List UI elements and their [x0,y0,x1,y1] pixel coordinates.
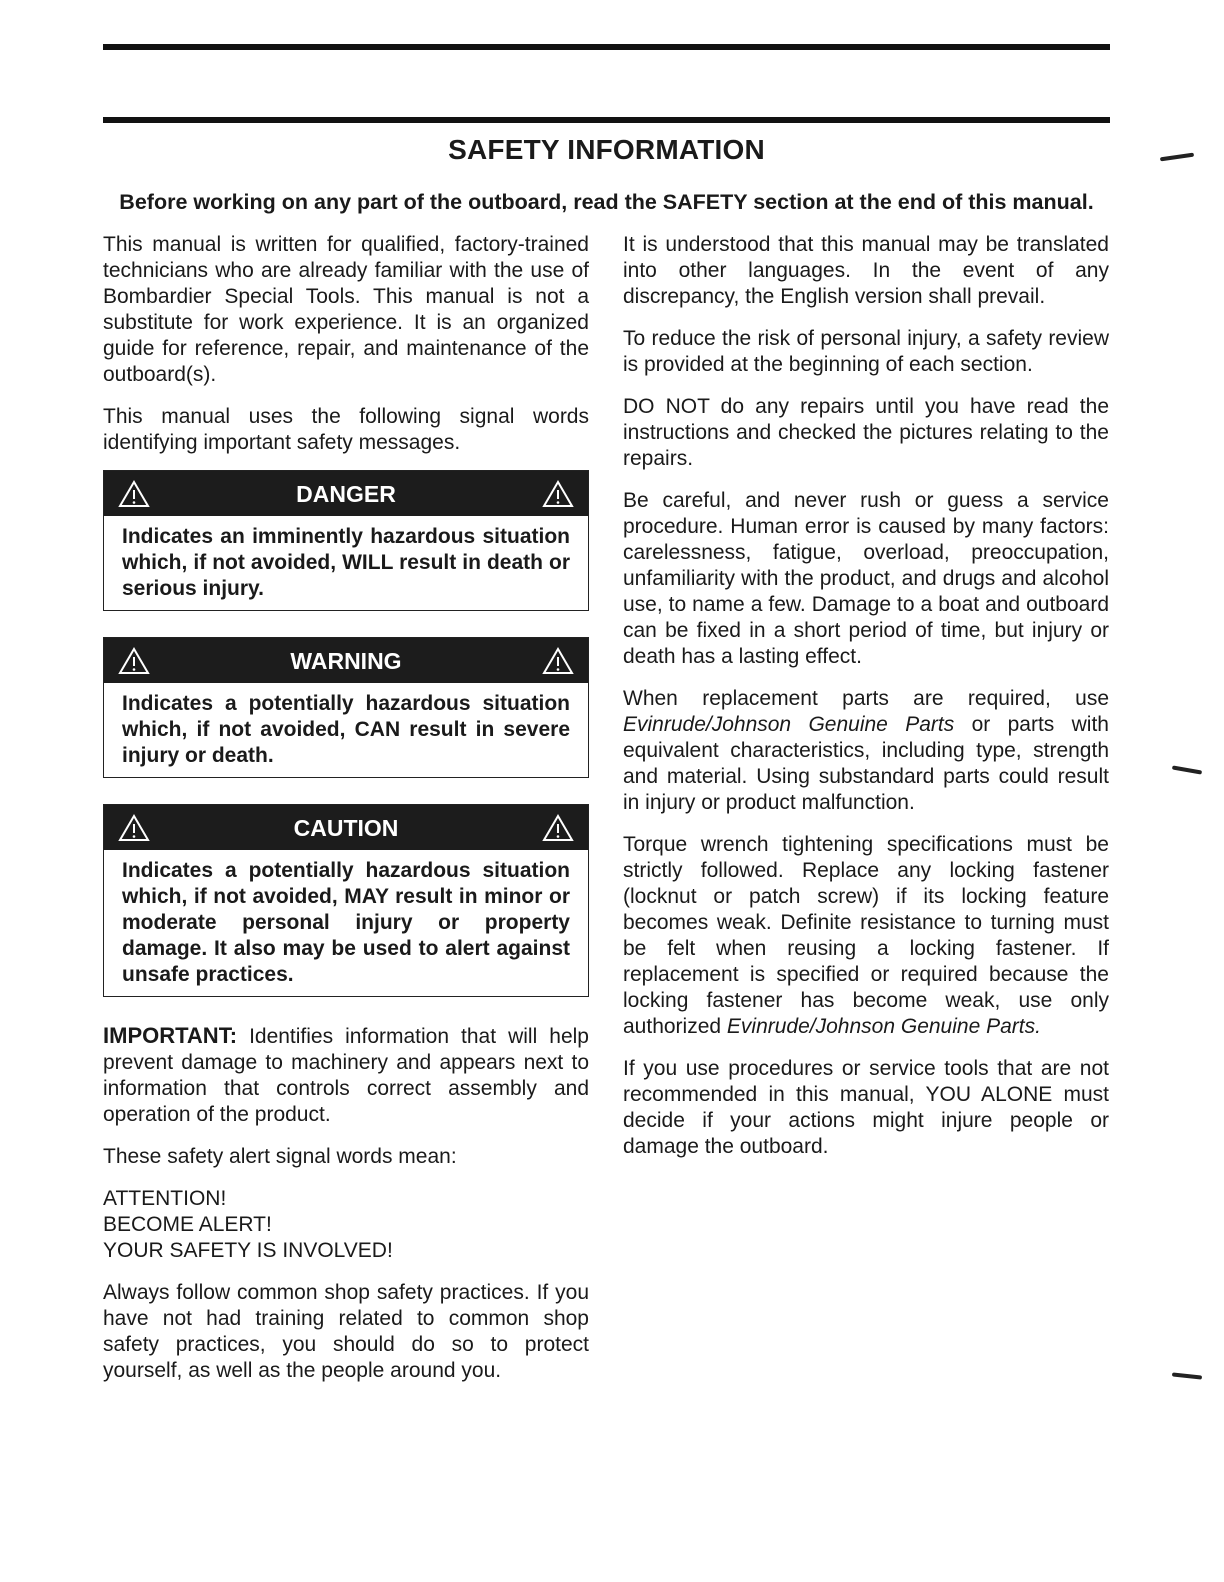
replacement-text-a: When replacement parts are required, use [623,687,1109,710]
replacement-parts-paragraph [623,686,1109,816]
danger-label: DANGER [296,480,396,507]
important-label: IMPORTANT: [103,1023,238,1048]
replacement-text-b: or parts with equivalent characteristics, including type, strength and material. Using substandard parts could result in injury or product malfunction. [623,713,1109,814]
genuine-parts-term: Evinrude/Johnson Genuine Parts [623,713,955,736]
danger-text: Indicates an imminently hazardous situation which, if not avoided, WILL result in death or serious injury. [122,525,570,600]
warning-triangle-icon [118,480,150,508]
caution-box [103,804,589,997]
page-title: SAFETY INFORMATION [448,134,765,165]
signal-word: ATTENTION! [103,1187,227,1210]
warning-triangle-icon [118,814,150,842]
warning-header [104,638,588,683]
warning-triangle-icon [118,647,150,675]
signal-word: YOUR SAFETY IS INVOLVED! [103,1239,393,1262]
signal-words-intro: This manual uses the following signal words identifying important safety messages. [103,405,589,454]
caution-text: Indicates a potentially hazardous situation which, if not avoided, MAY result in minor or moderate personal injury or property damage. It also may be used to alert against unsafe practices. [122,859,570,986]
warning-triangle-icon [542,814,574,842]
lead-notice: Before working on any part of the outboard, read the SAFETY section at the end of this manual. [119,190,1094,214]
right-column [623,232,1109,1176]
warning-text: Indicates a potentially hazardous situation which, if not avoided, CAN result in severe injury or death. [122,692,570,767]
signal-word: BECOME ALERT! [103,1213,272,1236]
torque-text: Torque wrench tightening specifications must be strictly followed. Replace any locking fastener (locknut or patch screw) if its locking feature becomes weak. Definite resistance to turning must be felt when reusing a locking fastener. If replacement is specified or required because the locking fastener has become weak, use only authorized [623,833,1109,1038]
human-error-paragraph: Be careful, and never rush or guess a service procedure. Human error is caused by many factors: carelessness, fatigue, overload, preoccupation, unfamiliarity with the product, and drugs and alcohol use, to name a few. Damage to a boat and outboard can be fixed in a short period of time, but injury or death has a lasting effect. [623,489,1109,668]
warning-label: WARNING [290,647,402,674]
scan-edge-mark [1172,1372,1202,1379]
you-alone-paragraph: If you use procedures or service tools that are not recommended in this manual, YOU ALONE must decide if your actions might injure people or damage the outboard. [623,1057,1109,1158]
danger-header [104,471,588,516]
warning-triangle-icon [542,647,574,675]
do-not-repair-paragraph: DO NOT do any repairs until you have read the instructions and checked the pictures relating to the repairs. [623,395,1109,470]
torque-paragraph [623,832,1109,1040]
section-rule [103,117,1110,123]
danger-box [103,470,589,611]
genuine-parts-term: Evinrude/Johnson Genuine Parts. [726,1015,1041,1038]
caution-label: CAUTION [293,814,399,841]
intro-paragraph: This manual is written for qualified, factory-trained technicians who are already familiar with the use of Bombardier Special Tools. This manual is not a substitute for work experience. It is an organized guide for reference, repair, and maintenance of the outboard(s). [103,233,589,386]
left-column [103,232,589,1400]
translation-paragraph: It is understood that this manual may be translated into other languages. In the event of any discrepancy, the English version shall prevail. [623,233,1109,308]
important-text: Identifies information that will help prevent damage to machinery and appears next to information that controls correct assembly and operation of the product. [103,1025,589,1126]
shop-safety-paragraph: Always follow common shop safety practices. If you have not had training related to common shop safety practices, you should do so to protect yourself, as well as the people around you. [103,1281,589,1382]
important-paragraph [103,1023,589,1128]
safety-review-paragraph: To reduce the risk of personal injury, a safety review is provided at the beginning of each section. [623,327,1109,376]
warning-triangle-icon [542,480,574,508]
alert-words-intro: These safety alert signal words mean: [103,1145,457,1168]
scan-edge-mark [1172,765,1202,774]
caution-header [104,805,588,850]
scan-edge-mark [1160,153,1194,162]
signal-words-list [103,1186,589,1264]
warning-box [103,637,589,778]
top-rule [103,44,1110,50]
